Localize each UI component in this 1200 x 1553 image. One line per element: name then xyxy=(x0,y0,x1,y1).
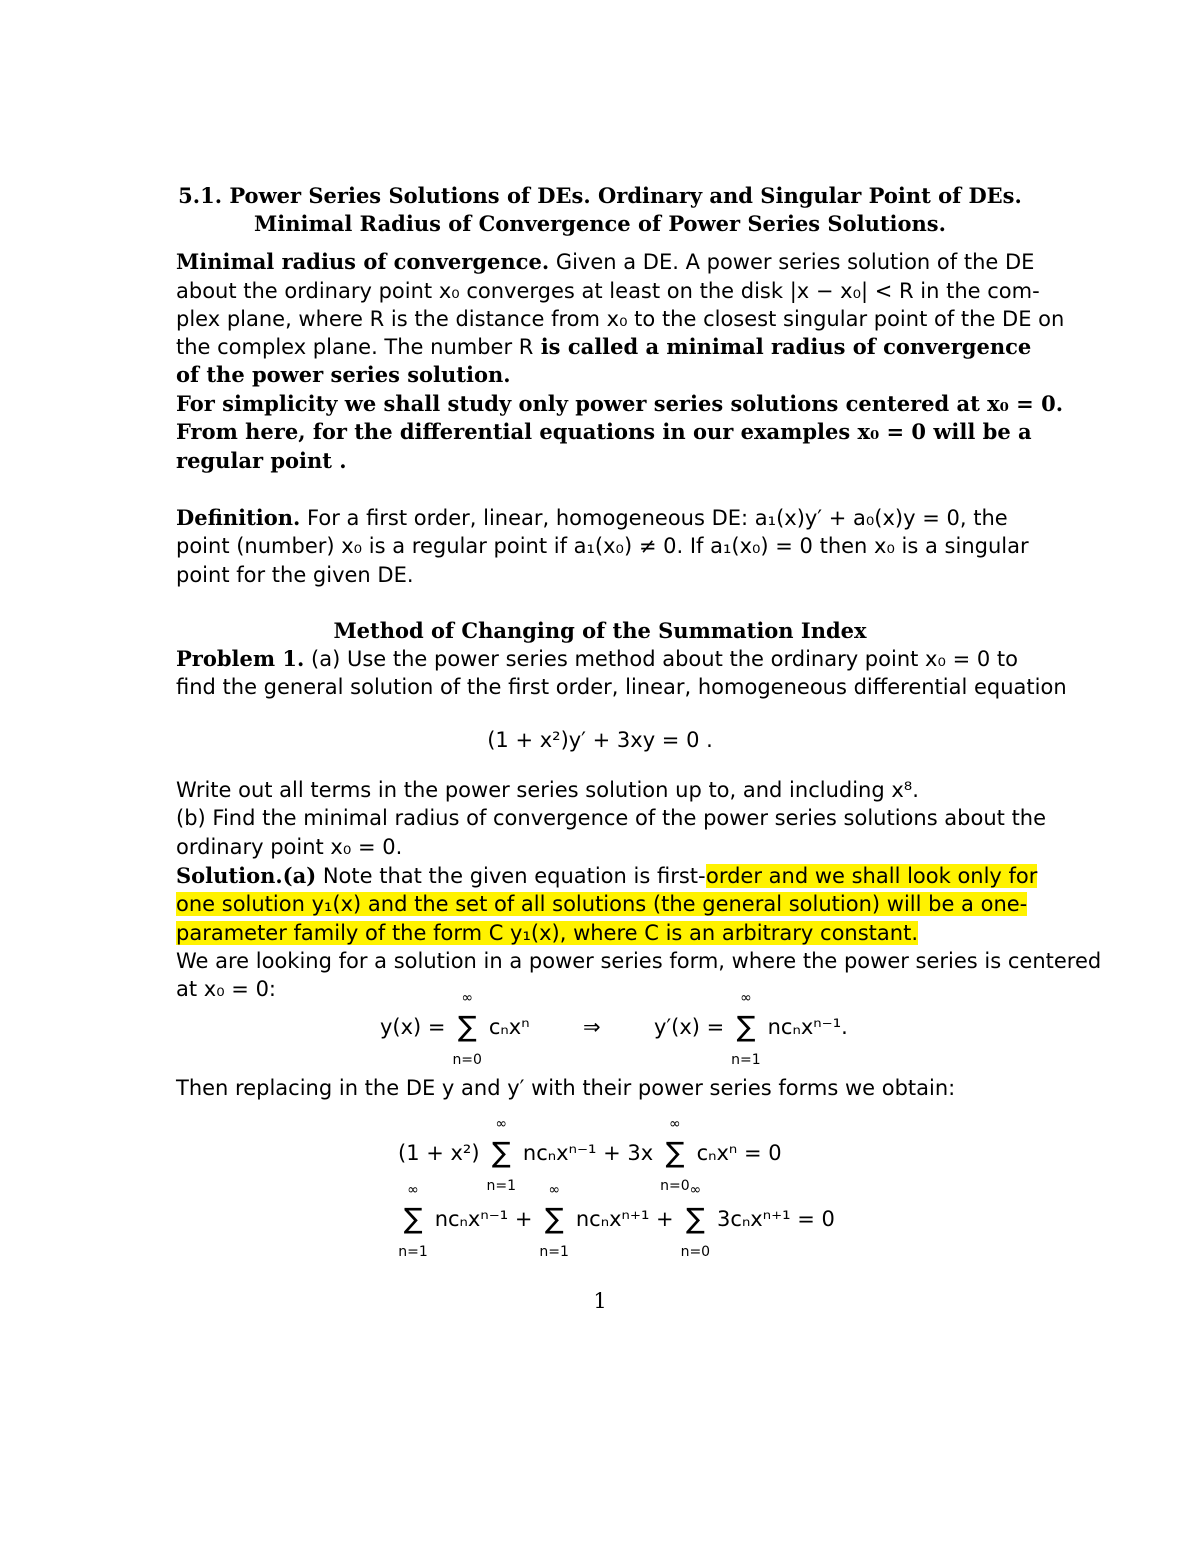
intro-line-1 xyxy=(176,248,1035,276)
eq2-b: ncₙxⁿ⁻¹ + 3x xyxy=(522,1141,654,1165)
problem-line-5: ordinary point x₀ = 0. xyxy=(176,835,403,859)
solution-highlight-2: one solution y₁(x) and the set of all solutions (the general solution) will be a one- xyxy=(176,892,1028,916)
eq3-sum-3 xyxy=(680,1182,711,1260)
solution-line-1-text: Note that the given equation is first- xyxy=(316,864,706,888)
solution-line-4: We are looking for a solution in a power series form, where the power series is centered xyxy=(176,949,1102,973)
solution-line-6: Then replacing in the DE y and y′ with their power series forms we obtain: xyxy=(176,1076,956,1100)
intro-line-3: plex plane, where R is the distance from x₀ to the closest singular point of the DE on xyxy=(176,307,1065,331)
eq2-sum-2-upper: ∞ xyxy=(669,1116,681,1132)
intro-line-8: regular point . xyxy=(176,448,347,473)
equation-expanded xyxy=(398,1182,835,1260)
intro-line-6: For simplicity we shall study only power series solutions centered at x₀ = 0. xyxy=(176,391,1064,416)
eq2-sum-1-sigma: ∑ xyxy=(491,1136,511,1169)
intro-line-5: of the power series solution. xyxy=(176,362,511,387)
eq2-a: (1 + x²) xyxy=(398,1141,480,1165)
eq3-sum-1-sigma: ∑ xyxy=(403,1202,423,1235)
intro-line-4b: is called a minimal radius of convergence xyxy=(533,334,1032,359)
intro-line-4 xyxy=(176,333,1032,361)
eq1-sum-1 xyxy=(452,990,482,1068)
problem-line-2: find the general solution of the first order, linear, homogeneous differential equation xyxy=(176,675,1067,699)
eq1-rterm: ncₙxⁿ⁻¹. xyxy=(767,1015,848,1039)
title-line-2: Minimal Radius of Convergence of Power Series Solutions. xyxy=(254,211,946,236)
eq1-term: cₙxⁿ xyxy=(488,1015,530,1039)
eq1-sum-1-lower: n=0 xyxy=(452,1052,482,1068)
eq3-sum-1 xyxy=(398,1182,428,1260)
intro-line-4a: the complex plane. The number R xyxy=(176,335,534,359)
definition-heading: Definition. xyxy=(176,505,301,530)
eq3-sum-3-lower: n=0 xyxy=(680,1244,711,1260)
eq2-sum-2-lower: n=0 xyxy=(660,1178,690,1194)
eq1-left: y(x) = xyxy=(380,1015,446,1039)
intro-line-2: about the ordinary point x₀ converges at least on the disk |x − x₀| < R in the com- xyxy=(176,279,1040,303)
intro-heading: Minimal radius of convergence. xyxy=(176,249,550,274)
eq3-sum-1-lower: n=1 xyxy=(398,1244,428,1260)
eq1-sum-1-upper: ∞ xyxy=(461,990,474,1006)
page-number: 1 xyxy=(593,1289,607,1313)
eq2-sum-1 xyxy=(486,1116,516,1194)
eq2-c: cₙxⁿ = 0 xyxy=(696,1141,782,1165)
eq3-sum-1-upper: ∞ xyxy=(407,1182,419,1198)
eq3-sum-2-upper: ∞ xyxy=(548,1182,560,1198)
solution-line-5: at x₀ = 0: xyxy=(176,977,277,1001)
problem-heading: Problem 1. xyxy=(176,646,305,671)
eq1-sum-1-sigma: ∑ xyxy=(457,1010,477,1043)
eq3-b: ncₙxⁿ⁺¹ + xyxy=(575,1207,674,1231)
eq2-sum-2-sigma: ∑ xyxy=(665,1136,685,1169)
method-heading: Method of Changing of the Summation Index xyxy=(333,618,867,643)
eq1-sum-2-sigma: ∑ xyxy=(736,1010,756,1043)
solution-line-3 xyxy=(176,919,1026,947)
eq3-c: 3cₙxⁿ⁺¹ = 0 xyxy=(717,1207,835,1231)
eq1-sum-2 xyxy=(731,990,761,1068)
definition-line-3: point for the given DE. xyxy=(176,563,414,587)
solution-heading: Solution.(a) xyxy=(176,863,317,888)
eq2-sum-1-lower: n=1 xyxy=(486,1178,516,1194)
eq3-sum-2-sigma: ∑ xyxy=(544,1202,564,1235)
equation-series-definition xyxy=(380,990,848,1068)
eq1-sum-2-upper: ∞ xyxy=(740,990,752,1006)
eq2-sum-2 xyxy=(660,1116,690,1194)
solution-line-2 xyxy=(176,890,1026,918)
eq1-sum-2-lower: n=1 xyxy=(731,1052,761,1068)
eq3-sum-2-lower: n=1 xyxy=(539,1244,569,1260)
solution-line-1 xyxy=(176,862,1038,890)
problem-line-3: Write out all terms in the power series solution up to, and including x⁸. xyxy=(176,778,919,802)
eq1-arrow: ⇒ xyxy=(582,1015,601,1039)
definition-line-2: point (number) x₀ is a regular point if a₁(x₀) ≠ 0. If a₁(x₀) = 0 then x₀ is a singular xyxy=(176,534,1029,558)
problem-line-4: (b) Find the minimal radius of convergence of the power series solutions about the xyxy=(176,806,1047,830)
problem-equation: (1 + x²)y′ + 3xy = 0 . xyxy=(487,728,713,752)
solution-highlight-1: order and we shall look only for xyxy=(705,864,1038,888)
eq1-right: y′(x) = xyxy=(653,1015,725,1039)
eq3-a: ncₙxⁿ⁻¹ + xyxy=(434,1207,533,1231)
eq3-sum-3-upper: ∞ xyxy=(689,1182,702,1198)
intro-line-1-text: Given a DE. A power series solution of the DE xyxy=(549,250,1035,274)
problem-line-1-text: (a) Use the power series method about the ordinary point x₀ = 0 to xyxy=(304,647,1018,671)
eq2-sum-1-upper: ∞ xyxy=(495,1116,508,1132)
equation-substituted xyxy=(398,1116,782,1194)
title-line-1: 5.1. Power Series Solutions of DEs. Ordinary and Singular Point of DEs. xyxy=(178,183,1022,208)
definition-line-1-text: For a first order, linear, homogeneous DE: a₁(x)y′ + a₀(x)y = 0, the xyxy=(300,506,1008,530)
solution-highlight-3: parameter family of the form C y₁(x), where C is an arbitrary constant. xyxy=(176,921,918,945)
eq3-sum-3-sigma: ∑ xyxy=(685,1202,705,1235)
intro-line-7: From here, for the differential equations in our examples x₀ = 0 will be a xyxy=(176,419,1032,444)
problem-line-1 xyxy=(176,645,1026,673)
definition-line-1 xyxy=(176,504,1026,532)
eq3-sum-2 xyxy=(539,1182,569,1260)
